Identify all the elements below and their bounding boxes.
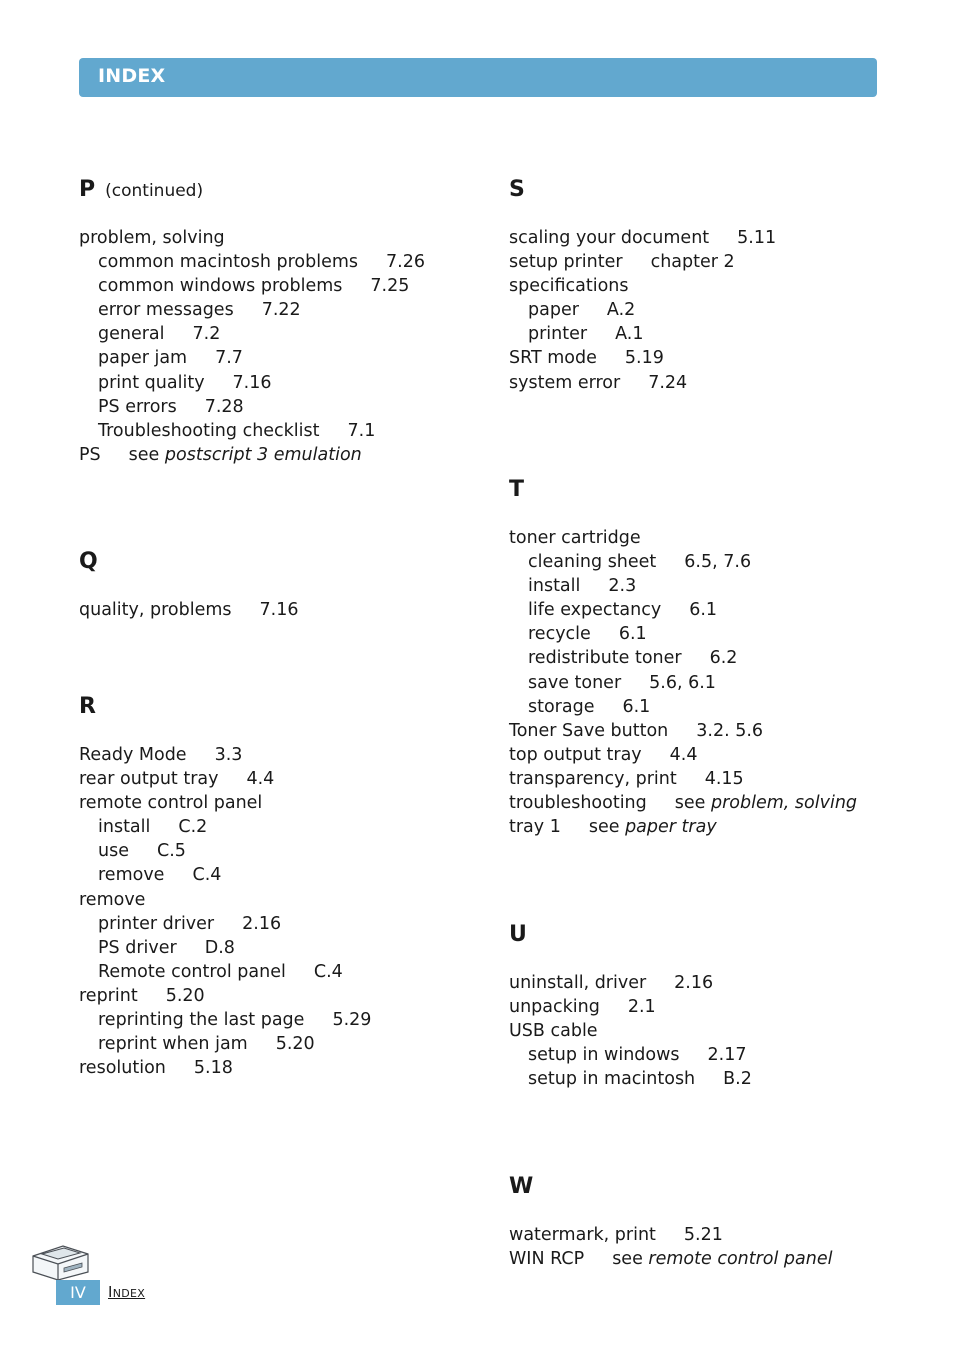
entry-page-ref: 2.3: [608, 576, 637, 597]
index-subentry: [509, 1067, 752, 1091]
entry-list: [509, 526, 857, 839]
entry-term: setup in macintosh: [528, 1069, 696, 1090]
entry-page-ref: B.2: [723, 1069, 752, 1090]
entry-term: resolution: [79, 1058, 166, 1079]
index-subentry: [79, 863, 371, 887]
entry-page-ref: 6.1: [622, 696, 651, 717]
entry-page-ref: 6.1: [689, 600, 718, 621]
index-section-t: [509, 476, 857, 839]
entry-page-ref: 5.11: [737, 228, 777, 248]
entry-term: scaling your document: [509, 228, 710, 248]
entry-term: PS driver: [98, 937, 177, 958]
entry-term: general: [98, 324, 165, 345]
entry-term: Ready Mode: [79, 745, 187, 765]
entry-term: unpacking: [509, 997, 600, 1018]
entry-term: Toner Save button: [509, 720, 669, 741]
see-label: see: [674, 793, 706, 814]
entry-term: tray 1: [509, 817, 561, 838]
index-entry: [79, 984, 371, 1008]
entry-page-ref: 4.15: [704, 768, 744, 789]
section-letter: T: [509, 477, 525, 502]
entry-page-ref: 5.19: [624, 348, 664, 369]
index-subentry: [509, 550, 857, 574]
entry-term: install: [528, 576, 581, 597]
section-letter: W: [509, 1174, 534, 1199]
entry-page-ref: 7.16: [232, 372, 272, 393]
entry-list: [509, 226, 776, 395]
entry-page-ref: C.4: [192, 865, 222, 886]
entry-term: watermark, print: [509, 1225, 656, 1245]
index-entry: [509, 274, 776, 298]
index-subentry: [79, 815, 371, 839]
see-target: postscript 3 emulation: [164, 444, 362, 465]
entry-page-ref: C.4: [313, 961, 343, 982]
entry-term: reprinting the last page: [98, 1010, 305, 1031]
section-letter: Q: [79, 549, 98, 574]
continued-note: (continued): [105, 181, 204, 201]
entry-term: install: [98, 817, 151, 838]
index-subentry: [509, 695, 857, 719]
page-title: INDEX: [98, 65, 166, 87]
index-entry: [79, 888, 371, 912]
index-subentry: [79, 298, 425, 322]
index-subentry: [79, 250, 425, 274]
entry-page-ref: A.1: [615, 324, 644, 345]
see-target: paper tray: [625, 817, 717, 838]
index-entry: [509, 226, 776, 250]
entry-page-ref: 7.22: [261, 300, 301, 321]
entry-page-ref: 6.2: [709, 648, 738, 669]
entry-term: specifications: [509, 276, 629, 297]
entry-term: Remote control panel: [98, 961, 286, 982]
entry-term: storage: [528, 696, 595, 717]
entry-term: setup printer: [509, 252, 623, 273]
index-entry: [509, 995, 752, 1019]
entry-page-ref: 2.17: [707, 1045, 747, 1066]
index-subentry: [509, 671, 857, 695]
index-entry: [509, 971, 752, 995]
entry-term: quality, problems: [79, 600, 232, 620]
entry-term: rear output tray: [79, 769, 219, 790]
entry-page-ref: C.2: [178, 817, 208, 838]
entry-term: USB cable: [509, 1021, 598, 1042]
entry-page-ref: A.2: [606, 300, 636, 321]
entry-page-ref: 5.29: [332, 1010, 372, 1031]
entry-list: [509, 1223, 833, 1271]
entry-page-ref: 7.25: [370, 276, 410, 297]
entry-term: printer: [528, 324, 588, 345]
entry-term: redistribute toner: [528, 648, 682, 669]
entry-term: remove: [98, 865, 165, 886]
entry-term: printer driver: [98, 913, 215, 934]
index-subentry: [509, 1043, 752, 1067]
entry-page-ref: 7.1: [347, 420, 376, 441]
entry-page-ref: 2.1: [627, 997, 656, 1018]
entry-term: troubleshooting: [509, 793, 647, 814]
entry-term: uninstall, driver: [509, 973, 647, 993]
entry-list: [79, 598, 299, 622]
entry-term: reprint: [79, 985, 138, 1006]
entry-term: SRT mode: [509, 348, 597, 369]
index-entry: [509, 250, 776, 274]
entry-term: WIN RCP: [509, 1249, 585, 1270]
index-subentry: [79, 395, 425, 419]
see-target: remote control panel: [648, 1249, 833, 1270]
index-subentry: [79, 419, 425, 443]
entry-term: print quality: [98, 372, 205, 393]
index-entry: [509, 1247, 833, 1271]
see-label: see: [128, 444, 160, 465]
index-section-w: [509, 1173, 833, 1271]
index-subentry: [79, 322, 425, 346]
printer-icon: [30, 1242, 92, 1282]
entry-page-ref: 6.1: [618, 624, 647, 645]
entry-page-ref: 4.4: [246, 769, 275, 790]
index-entry: [509, 815, 857, 839]
entry-term: life expectancy: [528, 600, 662, 621]
index-subentry: [79, 371, 425, 395]
entry-page-ref: 3.2. 5.6: [696, 720, 764, 741]
index-entry: [79, 791, 371, 815]
entry-list: [79, 743, 371, 1080]
index-subentry: [79, 960, 371, 984]
index-subentry: [509, 598, 857, 622]
index-entry: [79, 767, 371, 791]
index-section-r: [79, 693, 371, 1080]
entry-page-ref: D.8: [204, 937, 235, 958]
index-entry: [509, 1223, 833, 1247]
entry-page-ref: 3.3: [214, 745, 243, 765]
entry-page-ref: 5.21: [683, 1225, 723, 1245]
index-subentry: [79, 1008, 371, 1032]
entry-page-ref: chapter 2: [650, 252, 735, 273]
index-header-bar: [79, 58, 877, 97]
section-letter: S: [509, 177, 525, 202]
entry-page-ref: 7.24: [648, 372, 688, 393]
see-target: problem, solving: [711, 793, 858, 814]
index-subentry: [79, 346, 425, 370]
index-subentry: [79, 1032, 371, 1056]
index-entry: [509, 719, 857, 743]
entry-term: save toner: [528, 672, 622, 693]
entry-term: PS errors: [98, 396, 177, 417]
entry-term: remove: [79, 889, 146, 910]
index-subentry: [79, 936, 371, 960]
entry-page-ref: 5.20: [275, 1034, 315, 1055]
entry-term: cleaning sheet: [528, 552, 657, 573]
entry-term: common windows problems: [98, 276, 343, 297]
see-label: see: [588, 817, 620, 838]
entry-page-ref: 5.20: [165, 985, 205, 1006]
index-entry: [509, 767, 857, 791]
index-entry: [509, 743, 857, 767]
index-entry: [509, 1019, 752, 1043]
index-entry: [79, 443, 425, 467]
entry-term: recycle: [528, 624, 591, 645]
index-entry: [509, 791, 857, 815]
entry-page-ref: 5.6, 6.1: [649, 672, 716, 693]
entry-term: system error: [509, 372, 621, 393]
entry-term: reprint when jam: [98, 1034, 248, 1055]
index-subentry: [509, 322, 776, 346]
entry-term: remote control panel: [79, 793, 263, 814]
index-entry: [79, 743, 371, 767]
entry-page-ref: 7.2: [192, 324, 221, 345]
page-number: IV: [56, 1280, 100, 1305]
index-section-s: [509, 176, 776, 395]
entry-term: use: [98, 841, 129, 862]
entry-page-ref: 2.16: [674, 973, 714, 993]
entry-list: [79, 226, 425, 467]
entry-list: [509, 971, 752, 1091]
section-letter: P (continued): [79, 177, 204, 202]
entry-term: top output tray: [509, 744, 642, 765]
entry-term: PS: [79, 444, 101, 465]
entry-term: paper: [528, 300, 579, 321]
entry-term: setup in windows: [528, 1045, 680, 1066]
index-entry: [509, 371, 776, 395]
section-letter: U: [509, 922, 527, 947]
index-entry: [79, 598, 299, 622]
index-section-u: [509, 921, 752, 1091]
index-subentry: [79, 274, 425, 298]
entry-page-ref: 7.7: [215, 348, 243, 369]
entry-page-ref: C.5: [156, 841, 186, 862]
index-section-q: [79, 548, 299, 622]
entry-page-ref: 6.5, 7.6: [684, 552, 752, 573]
entry-page-ref: 5.18: [193, 1058, 233, 1079]
index-subentry: [509, 646, 857, 670]
index-entry: [79, 1056, 371, 1080]
entry-term: paper jam: [98, 348, 188, 369]
footer-section-label: Index: [108, 1283, 146, 1301]
index-subentry: [509, 298, 776, 322]
index-subentry: [79, 912, 371, 936]
entry-term: transparency, print: [509, 768, 677, 789]
index-subentry: [509, 574, 857, 598]
entry-term: problem, solving: [79, 228, 225, 248]
entry-term: common macintosh problems: [98, 252, 358, 273]
entry-term: toner cartridge: [509, 528, 641, 548]
index-entry: [79, 226, 425, 250]
entry-term: Troubleshooting checklist: [98, 420, 320, 441]
entry-page-ref: 2.16: [242, 913, 282, 934]
index-section-p: [79, 176, 425, 467]
index-subentry: [509, 622, 857, 646]
entry-page-ref: 4.4: [669, 744, 698, 765]
index-entry: [509, 346, 776, 370]
index-subentry: [79, 839, 371, 863]
entry-page-ref: 7.28: [204, 396, 244, 417]
entry-page-ref: 7.16: [259, 600, 299, 620]
section-letter: R: [79, 694, 96, 719]
index-entry: [509, 526, 857, 550]
entry-term: error messages: [98, 300, 234, 321]
see-label: see: [612, 1249, 643, 1270]
entry-page-ref: 7.26: [386, 252, 425, 273]
